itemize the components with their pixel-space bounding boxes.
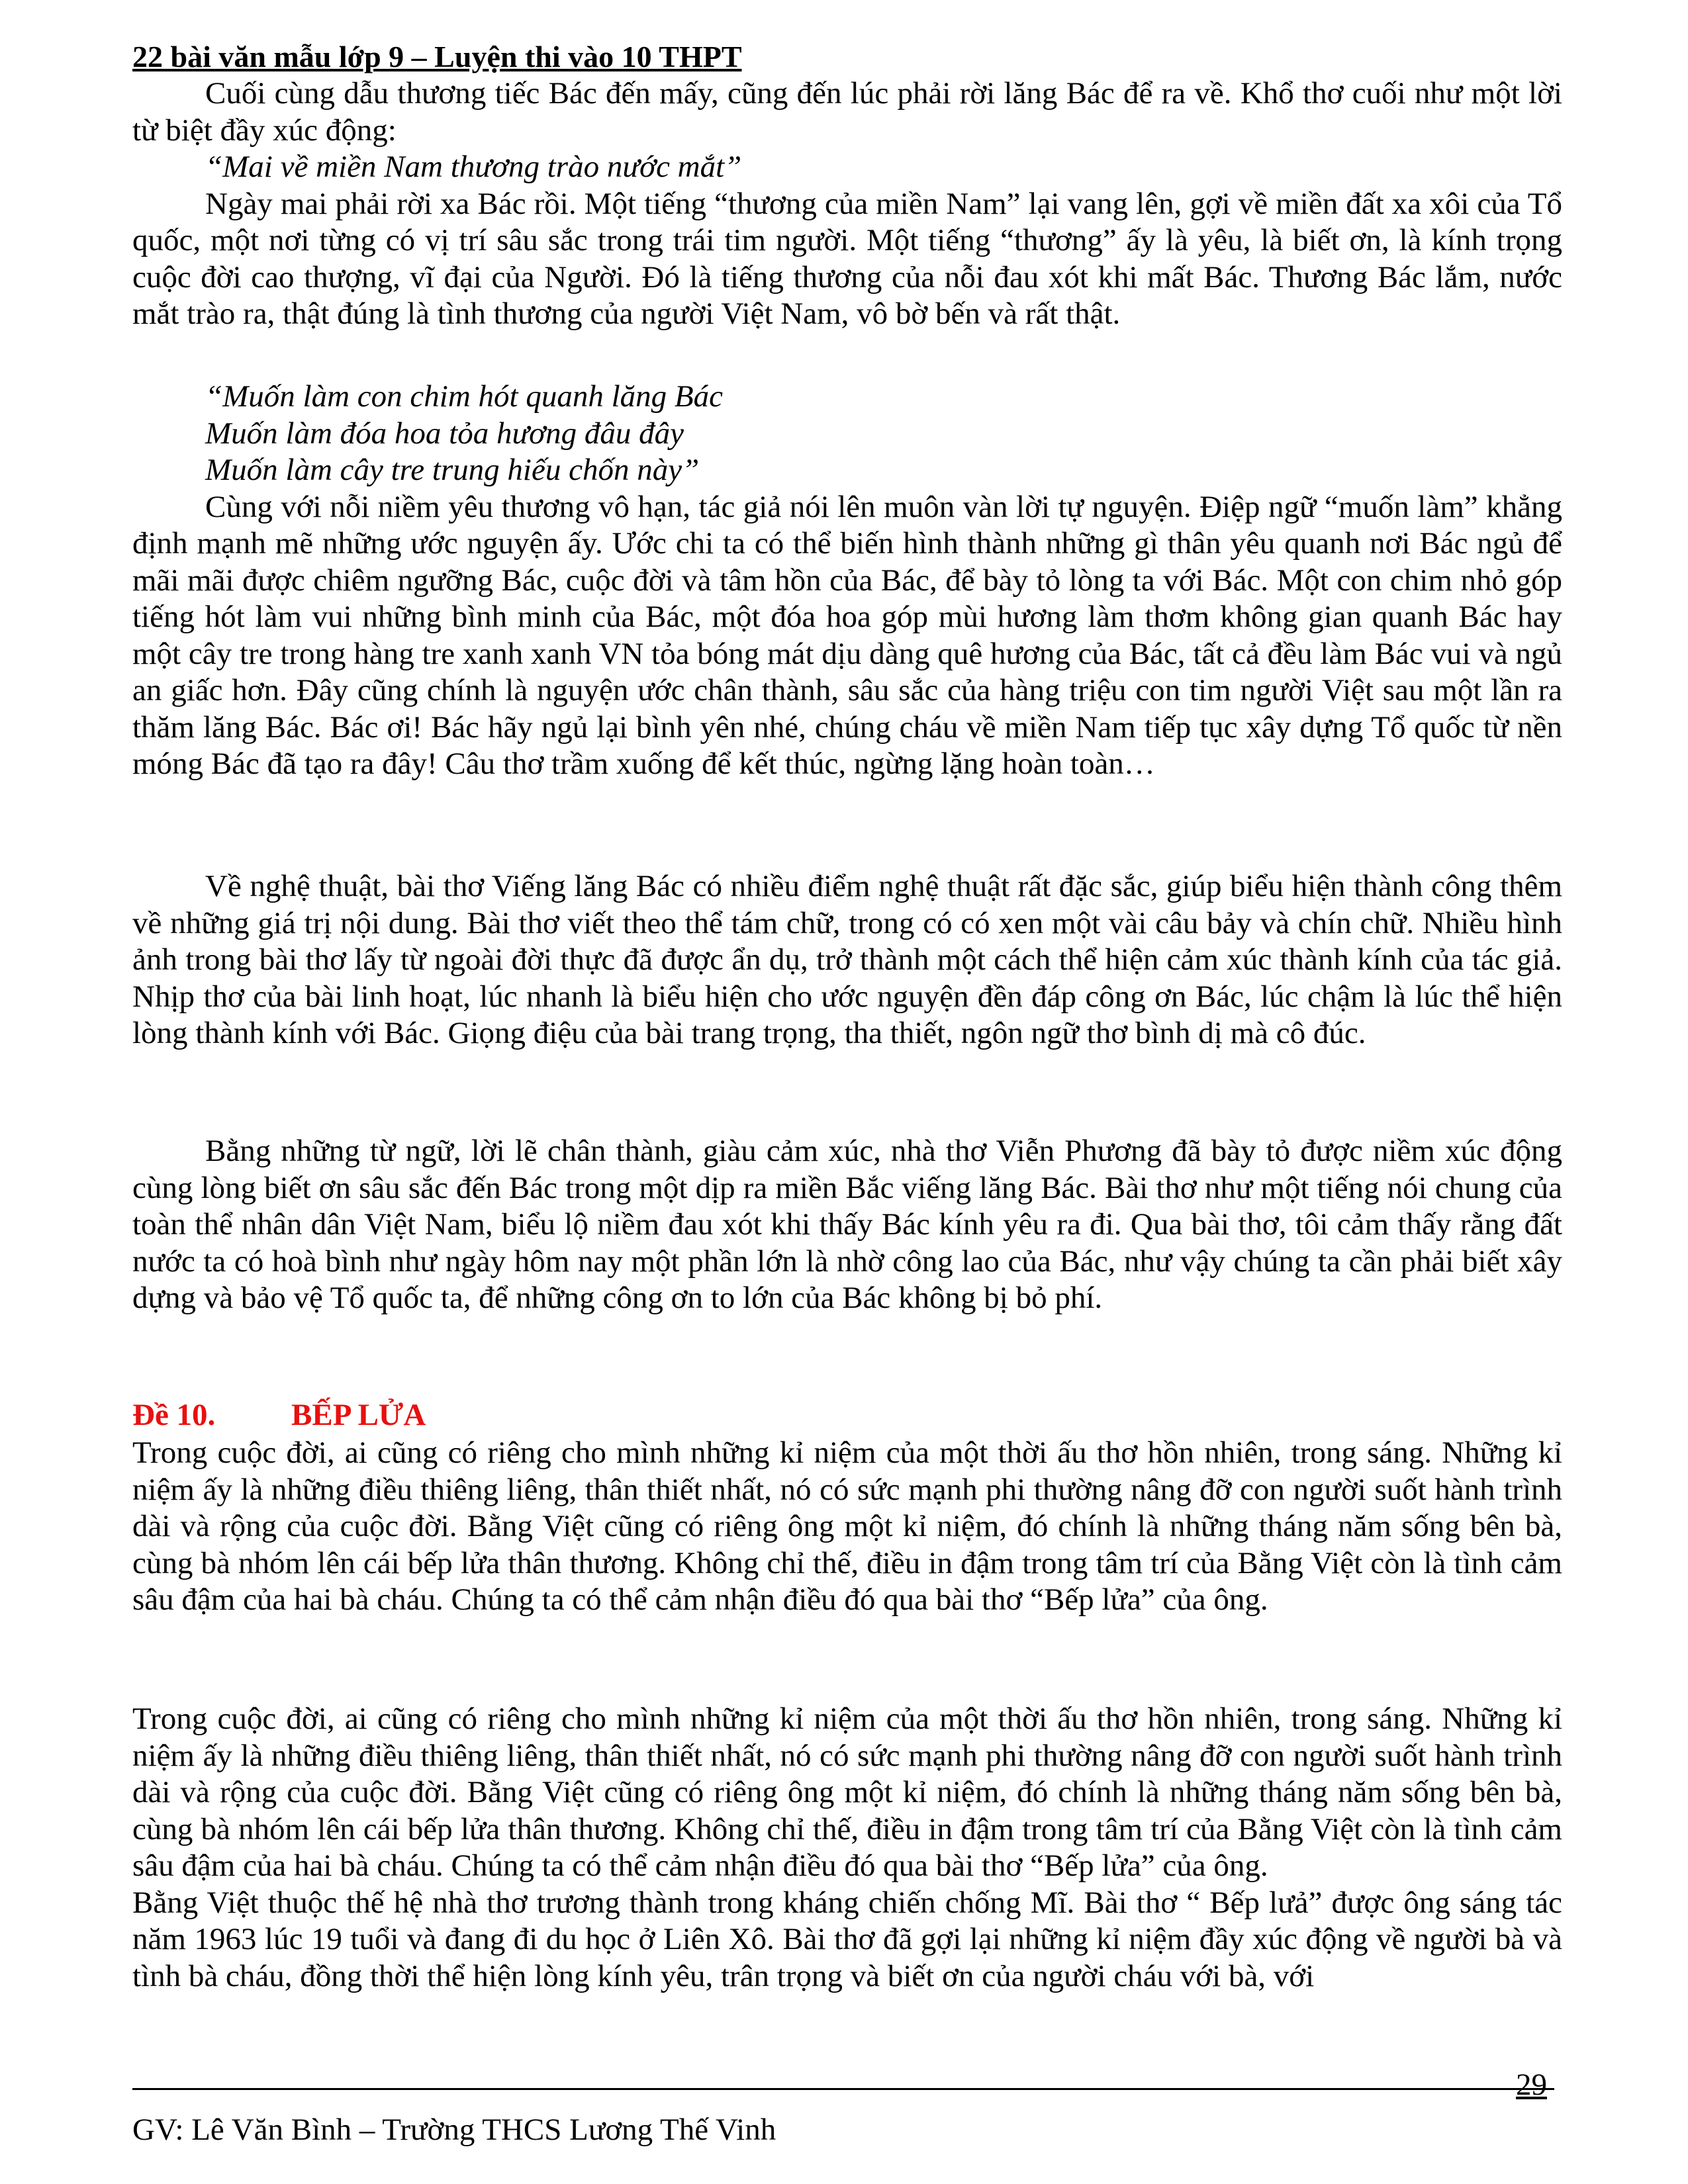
- footer-author: GV: Lê Văn Bình – Trường THCS Lương Thế Vinh: [132, 2113, 776, 2147]
- poem-quote-line: “Mai về miền Nam thương trào nước mắt”: [205, 150, 742, 184]
- section-part1-top: [132, 75, 1562, 333]
- section-part1-poem: [132, 379, 1562, 783]
- poem-line-1: “Muốn làm con chim hót quanh lăng Bác: [205, 379, 723, 414]
- paragraph-thuong-mien-nam: Ngày mai phải rời xa Bác rồi. Một tiếng “thương của miền Nam” lại vang lên, gợi về miền đất xa xôi của Tổ quốc, một nơi từng có vị trí sâu sắc trong trái tim người. Một tiếng “thương” ấy là yêu, là biết ơn, là kính trọng cuộc đời cao thượng, vĩ đại của Người. Đó là tiếng thương của nỗi đau xót khi mất Bác. Thương Bác lắm, nước mắt trào ra, thật đúng là tình thương của người Việt Nam, vô bờ bến và rất thật.: [132, 186, 1562, 331]
- section-part2-intro: [132, 1435, 1562, 1619]
- paragraph-bep-lua-intro-1: Trong cuộc đời, ai cũng có riêng cho mình những kỉ niệm của một thời ấu thơ hồn nhiên, trong sáng. Những kỉ niệm ấy là những điều thiêng liêng, thân thiết nhất, nó có sức mạnh phi thường nâng đỡ con người suốt hành trình dài và rộng của cuộc đời. Bằng Việt cũng có riêng ông một kỉ niệm, đó chính là những tháng năm sống bên bà, cùng bà nhóm lên cái bếp lửa thân thương. Không chỉ thế, điều in đậm trong tâm trí của Bằng Việt còn là tình cảm sâu đậm của hai bà cháu. Chúng ta có thể cảm nhận điều đó qua bài thơ “Bếp lửa” của ông.: [132, 1435, 1562, 1617]
- paragraph-bang-viet: Bằng Việt thuộc thế hệ nhà thơ trương thành trong kháng chiến chống Mĩ. Bài thơ “ Bếp lưả” được ông sáng tác năm 1963 lúc 19 tuổi và đang đi du học ở Liên Xô. Bài thơ đã gợi lại những kỉ niệm đầy xúc động về người bà và tình bà cháu, đồng thời thể hiện lòng kính yêu, trân trọng và biết ơn của người cháu với bà, với: [132, 1885, 1562, 1993]
- footer-divider: [132, 2088, 1554, 2090]
- paragraph-nghe-thuat: Về nghệ thuật, bài thơ Viếng lăng Bác có nhiều điểm nghệ thuật rất đặc sắc, giúp biểu hiện thành công thêm về những giá trị nội dung. Bài thơ viết theo thể tám chữ, trong có có xen một vài câu bảy và chín chữ. Nhiều hình ảnh trong bài thơ lấy từ ngoài đời thực đã được ẩn dụ, trở thành một cách thể hiện cảm xúc thành kính của tác giả. Nhịp thơ của bài linh hoạt, lúc nhanh là biểu hiện cho ước nguyện đền đáp công ơn Bác, lúc chậm là lúc thể hiện lòng thành kính với Bác. Giọng điệu của bài trang trọng, tha thiết, ngôn ngữ thơ bình dị mà cô đúc.: [132, 869, 1562, 1050]
- paragraph-muon-lam: Cùng với nỗi niềm yêu thương vô hạn, tác giả nói lên muôn vàn lời tự nguyện. Điệp ngữ “muốn làm” khẳng định mạnh mẽ những ước nguyện ấy. Ước chi ta có thể biến hình thành những gì thân yêu quanh nơi Bác ngủ để mãi mãi được chiêm ngưỡng Bác, cuộc đời và tâm hồn của Bác, để bày tỏ lòng ta với Bác. Một con chim nhỏ góp tiếng hót làm vui những bình minh của Bác, một đóa hoa góp mùi hương làm thơm không gian quanh Bác hay một cây tre trong hàng tre xanh xanh VN tỏa bóng mát dịu dàng quê hương của Bác, tất cả đều làm Bác vui và ngủ an giấc hơn. Đây cũng chính là nguyện ước chân thành, sâu sắc của hàng triệu con tim người Việt sau một lần ra thăm lăng Bác. Bác ơi! Bác hãy ngủ lại bình yên nhé, chúng cháu về miền Nam tiếp tục xây dựng Tổ quốc từ nền móng Bác đã tạo ra đây! Câu thơ trầm xuống để kết thúc, ngừng lặng hoàn toàn…: [132, 489, 1562, 781]
- paragraph-farewell-intro: Cuối cùng dẫu thương tiếc Bác đến mấy, cũng đến lúc phải rời lăng Bác để ra về. Khổ thơ cuối như một lời từ biệt đầy xúc động:: [132, 76, 1562, 148]
- section-heading-de-10: [132, 1396, 426, 1433]
- paragraph-ket-luan: Bằng những từ ngữ, lời lẽ chân thành, giàu cảm xúc, nhà thơ Viễn Phương đã bày tỏ được niềm xúc động cùng lòng biết ơn sâu sắc đến Bác trong một dịp ra miền Bắc viếng lăng Bác. Bài thơ như một tiếng nói chung của toàn thể nhân dân Việt Nam, biểu lộ niềm đau xót khi thấy Bác kính yêu ra đi. Qua bài thơ, tôi cảm thấy rằng đất nước ta có hoà bình như ngày hôm nay một phần lớn là nhờ công lao của Bác, như vậy chúng ta cần phải biết xây dựng và bảo vệ Tổ quốc ta, để những công ơn to lớn của Bác không bị bỏ phí.: [132, 1134, 1562, 1315]
- poem-line-3: Muốn làm cây tre trung hiếu chốn này”: [205, 453, 700, 487]
- section-name: BẾP LỬA: [291, 1398, 426, 1432]
- page-header-title: 22 bài văn mẫu lớp 9 – Luyện thi vào 10 THPT: [132, 40, 742, 73]
- section-part2-body: [132, 1701, 1562, 1995]
- paragraph-bep-lua-intro-2: Trong cuộc đời, ai cũng có riêng cho mình những kỉ niệm của một thời ấu thơ hồn nhiên, trong sáng. Những kỉ niệm ấy là những điều thiêng liêng, thân thiết nhất, nó có sức mạnh phi thường nâng đỡ con người suốt hành trình dài và rộng của cuộc đời. Bằng Việt cũng có riêng ông một kỉ niệm, đó chính là những tháng năm sống bên bà, cùng bà nhóm lên cái bếp lửa thân thương. Không chỉ thế, điều in đậm trong tâm trí của Bằng Việt còn là tình cảm sâu đậm của hai bà cháu. Chúng ta có thể cảm nhận điều đó qua bài thơ “Bếp lửa” của ông.: [132, 1702, 1562, 1883]
- section-part1-art: [132, 868, 1562, 1052]
- section-number: Đề 10.: [132, 1398, 216, 1432]
- section-part1-conclusion: [132, 1133, 1562, 1317]
- page-number: 29: [1516, 2068, 1547, 2102]
- poem-line-2: Muốn làm đóa hoa tỏa hương đâu đây: [205, 416, 684, 451]
